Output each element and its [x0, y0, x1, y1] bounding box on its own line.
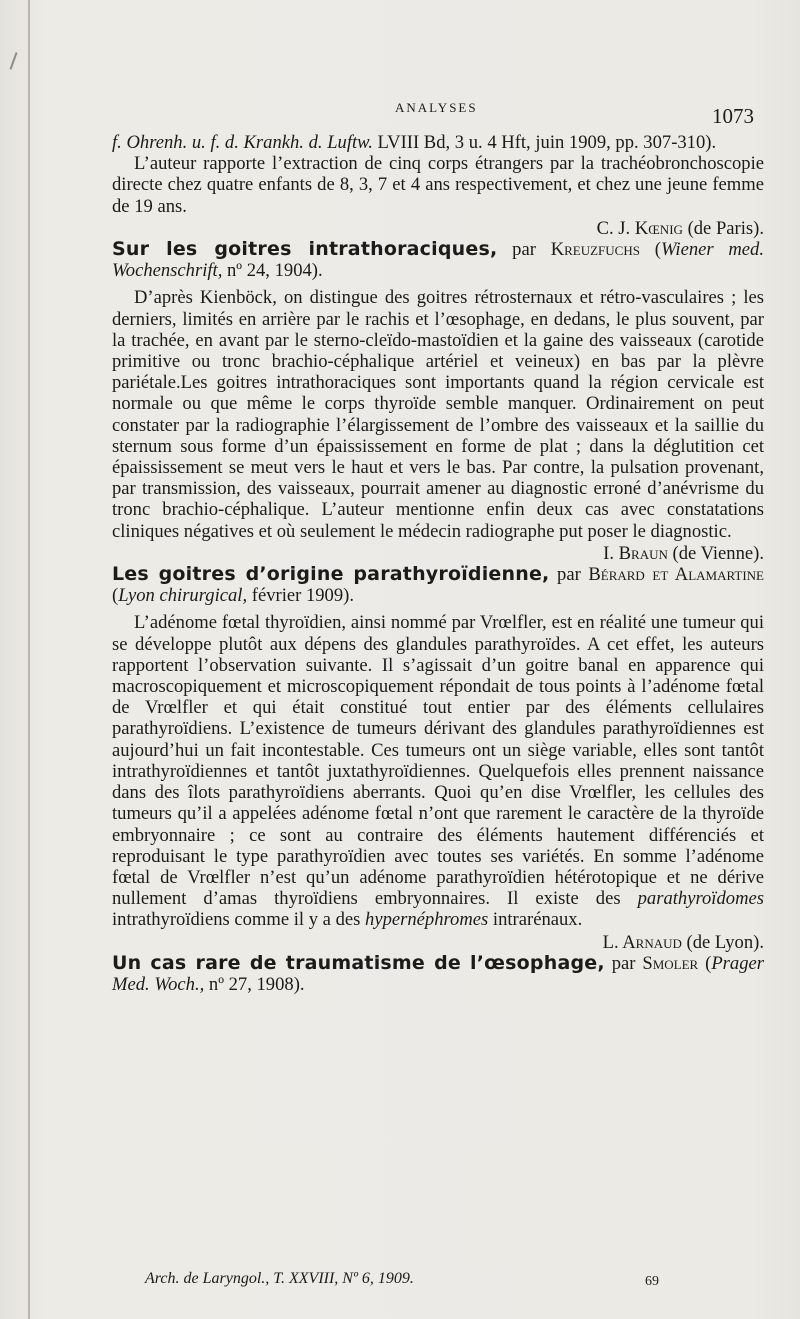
citation-details: LVIII Bd, 3 u. 4 Hft, juin 1909, pp. 307-310). [372, 132, 717, 153]
signature-mark: 69 [645, 1274, 659, 1289]
article-title: Sur les goitres intrathoraciques, [112, 238, 498, 261]
abstract-signature [112, 218, 764, 239]
signature-name: C. J. Kœnig [596, 217, 683, 239]
journal-citation: Arch. de Laryngol., T. XXVIII, Nº 6, 1909. [145, 1270, 414, 1287]
article-continued [112, 132, 764, 239]
source-open: ( [698, 952, 712, 974]
citation-journal: f. Ohrenh. u. f. d. Krankh. d. Luftw. [112, 132, 373, 153]
article-by: par [604, 952, 643, 974]
article-by: par [497, 239, 551, 261]
page-header [120, 98, 760, 134]
body-term: hypernéphromes [365, 909, 489, 931]
signature-place: (de Vienne). [667, 542, 764, 564]
article-title: Un cas rare de traumatisme de l’œsophage, [112, 951, 605, 974]
binding-mark [10, 52, 35, 76]
article-source-details: nº 24, 1904). [222, 260, 323, 282]
body-part: intrarénaux. [488, 909, 583, 931]
binding-line [28, 0, 30, 1319]
abstract-body: D’après Kienböck, on distingue des goitres rétrosternaux et rétro-vasculaires ; les derniers, limités en arrière par le rachis et l’œsophage, en dedans, le plus souvent, par la trachée, en avant par le sterno-cleïdo-mastoïdien et la gaine des vaisseaux (carotide primitive ou tronc brachio-céphalique artériel et veineux) en bas par la plèvre pariétale.Les goitres intrathoraciques sont importants quand la région cervicale est normale ou que même le corps thyroïde semble manquer. Ordinairement on peut constater par la radiographie l’élargissement de l’ombre des vaisseaux et la saillie du sternum sous forme d’un épaississement en forme de plat ; dans la déglutition cet épaississement se meut vers le haut et vers le bas. Par contre, la pulsation provenant, par transmission, des vaisseaux, pourrait amener au diagnostic erroné d’anévrisme du tronc brachio-céphalique. L’auteur mentionne enfin deux cas avec constatations cliniques négatives et où seulement le médecin radiographe put poser le diagnostic. [112, 287, 764, 542]
article-by: par [549, 564, 589, 586]
article-source-details: nº 27, 1908). [204, 973, 305, 995]
article-source: Prager Med. Woch., [112, 952, 765, 995]
source-open: ( [639, 239, 661, 261]
signature-name: I. Braun [603, 542, 668, 564]
abstract-body [112, 612, 764, 930]
article-source-details: février 1909). [247, 585, 354, 607]
signature-name: L. Arnaud [602, 931, 682, 953]
signature-place: (de Paris). [682, 217, 764, 239]
body-part: intrathyroïdiens comme il y a des [112, 909, 366, 931]
article-author: Kreuzfuchs [550, 239, 640, 261]
article-source: Wiener med. Wochenschrift, [112, 239, 764, 282]
body-part: L’adénome fœtal thyroïdien, ainsi nommé par Vrœlfler, est en réalité une tumeur qui se développe plutôt aux dépens des glandules parathyroïdes. A cet effet, les auteurs rapportent l’observation suivante. Il s’agissait d’un goitre banal en apparence qui macroscopiquement et microscopiquement répondait de tous points à l’adénome fœtal de Vrœlfler et qui était constitué tout entier par des éléments cellulaires parathyroïdiens. L’existence de tumeurs dérivant des glandules parathyroïdiennes est aujourd’hui un fait incontestable. Ces tumeurs ont un siège variable, elles sont tantôt intrathyroïdiennes et tantôt juxtathyroïdiennes. Quelquefois elles prennent naissance dans des îlots parathyroïdiens aberrants. Quoi qu’en dise Vrœlfler, les cellules des tumeurs qu’il a appelées adénome fœtal n’ont que rarement le caractère de la thyroïde embryonnaire ; ce sont au contraire des éléments hautement différenciés et reproduisant le type parathyroïdien avec toutes ses variétés. En somme l’adénome fœtal de Vrœlfler n’est qu’un adénome parathyroïdien hétérotopique et ne dérive nullement d’amas thyroïdiens embryonnaires. Il existe des [112, 612, 764, 910]
article-title: Les goitres d’origine parathyroïdienne, [112, 563, 550, 586]
article-heading [112, 239, 764, 281]
article-goitres-intrathoraciques [112, 239, 764, 564]
article-traumatisme-oesophage [112, 953, 764, 995]
article-author: Bérard et Alamartine [588, 564, 764, 586]
article-goitres-parathyroidienne [112, 564, 764, 953]
text-column [112, 132, 764, 995]
page-footer [145, 1270, 725, 1300]
citation-continued [112, 132, 764, 153]
article-heading [112, 564, 764, 606]
article-author: Smoler [642, 952, 699, 974]
article-heading [112, 953, 764, 995]
running-head: ANALYSES [395, 100, 478, 115]
abstract-signature [112, 543, 764, 564]
body-term: parathyroïdomes [637, 888, 764, 910]
abstract-signature [112, 932, 764, 953]
article-source: Lyon chirurgical, [118, 585, 248, 607]
abstract-body: L’auteur rapporte l’extraction de cinq corps étrangers par la trachéobronchoscopie directe chez quatre enfants de 8, 3, 7 et 4 ans respectivement, et chez une jeune femme de 19 ans. [112, 153, 764, 217]
signature-place: (de Lyon). [681, 931, 764, 953]
source-open: ( [112, 585, 119, 607]
page-number: 1073 [712, 104, 754, 128]
